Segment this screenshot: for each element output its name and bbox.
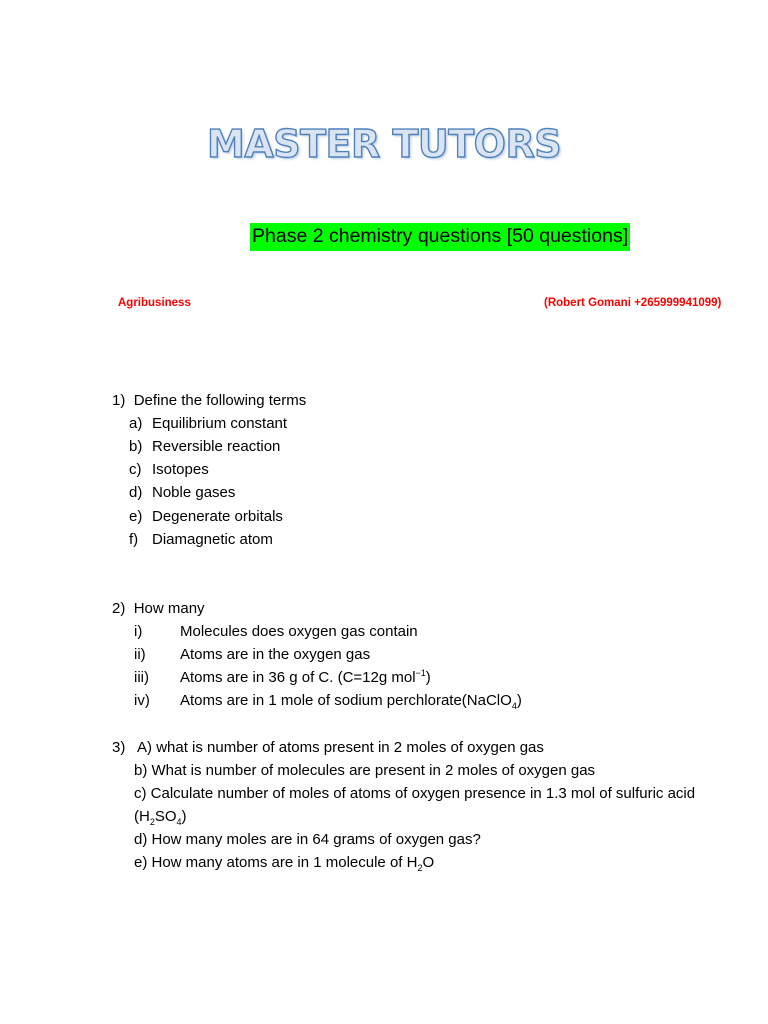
item-text: Reversible reaction [152, 438, 281, 455]
item-text: Molecules does oxygen gas contain [180, 623, 418, 640]
item-label: a) [129, 415, 143, 432]
item-text: Atoms are in the oxygen gas [180, 646, 371, 663]
item-tail: ) [425, 669, 431, 686]
question-2 [112, 600, 205, 618]
list-item [129, 438, 280, 456]
subscript: 4 [511, 701, 517, 711]
list-item [134, 669, 431, 687]
item-text: Equilibrium constant [152, 415, 288, 432]
list-item [129, 461, 209, 479]
subscript: 2 [149, 817, 155, 827]
list-item [134, 623, 418, 641]
list-item [134, 646, 370, 664]
item-label: iii) [134, 669, 149, 686]
item-label: e) [129, 508, 143, 525]
list-item [129, 531, 273, 549]
list-item [134, 692, 522, 710]
item-text: Atoms are in 36 g of C. (C=12g mol [180, 669, 416, 686]
item-label: c) [129, 461, 142, 478]
question-text: Define the following terms [133, 392, 307, 409]
subscript: 2 [417, 863, 423, 873]
question-part-c-formula [134, 808, 187, 826]
item-text: Degenerate orbitals [152, 508, 283, 525]
question-part-c: c) Calculate number of moles of atoms of oxygen presence in 1.3 mol of sulfuric acid [134, 785, 696, 802]
superscript: −1 [415, 668, 426, 678]
question-part-b: b) What is number of molecules are present in 2 moles of oxygen gas [134, 762, 596, 779]
question-text: How many [133, 600, 205, 617]
question-part-a: A) what is number of atoms present in 2 moles of oxygen gas [137, 739, 544, 756]
question-part-d: d) How many moles are in 64 grams of oxygen gas? [134, 831, 481, 848]
question-part-e [134, 854, 434, 872]
formula-text: (H [134, 808, 150, 825]
formula-text: SO [154, 808, 177, 825]
item-text: Diamagnetic atom [152, 531, 273, 548]
course-label: Agribusiness [118, 297, 191, 309]
question-number: 2) [112, 600, 126, 617]
page-title: MASTER TUTORS [207, 122, 562, 166]
item-label: ii) [134, 646, 146, 663]
item-label: iv) [134, 692, 150, 709]
item-text: Noble gases [152, 484, 236, 501]
question-3 [112, 739, 544, 757]
question-1 [112, 392, 306, 410]
question-number: 1) [112, 392, 126, 409]
formula-text: ) [181, 808, 187, 825]
item-label: f) [129, 531, 139, 548]
list-item [129, 508, 283, 526]
item-tail: ) [516, 692, 522, 709]
list-item [129, 484, 235, 502]
page-subtitle: Phase 2 chemistry questions [50 questions] [250, 223, 630, 251]
item-text: Isotopes [152, 461, 209, 478]
question-number: 3) [112, 739, 126, 756]
item-text: Atoms are in 1 mole of sodium perchlorate(NaClO [180, 692, 512, 709]
subscript: 4 [176, 817, 182, 827]
item-label: b) [129, 438, 143, 455]
formula-text: e) How many atoms are in 1 molecule of H [134, 854, 418, 871]
item-label: i) [134, 623, 143, 640]
item-label: d) [129, 484, 143, 501]
author-label: (Robert Gomani +265999941099) [544, 297, 722, 309]
formula-text: O [422, 854, 435, 871]
list-item [129, 415, 287, 433]
